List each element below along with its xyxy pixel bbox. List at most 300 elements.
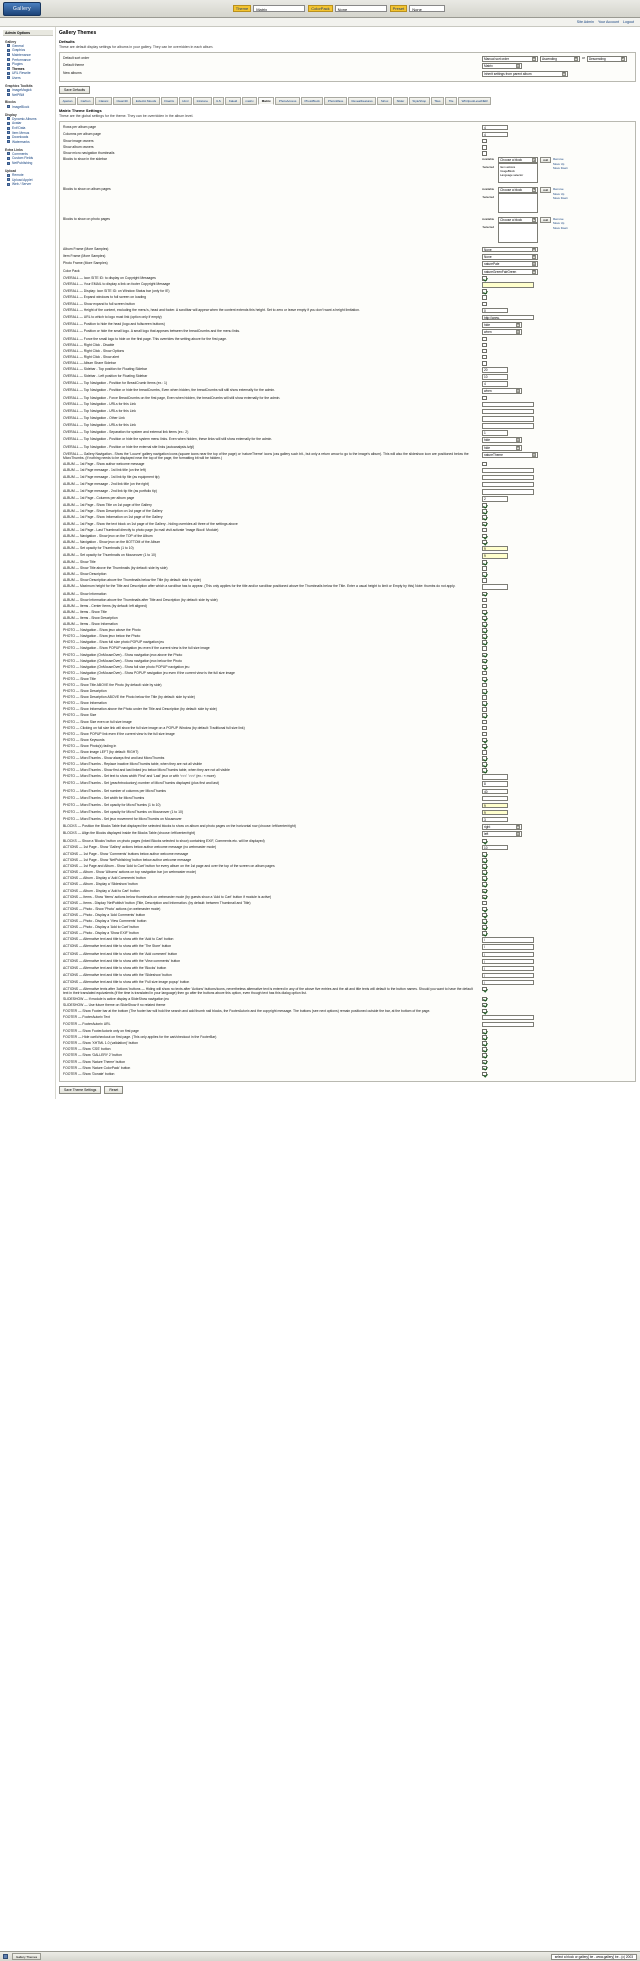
- block-action-remove[interactable]: Remove: [553, 216, 564, 221]
- option-59-row: [63, 665, 632, 670]
- option-39-row: [63, 540, 632, 545]
- block-group-widget: [482, 187, 632, 213]
- option-64-row: [63, 695, 632, 700]
- tab-ils[interactable]: ILS: [213, 97, 225, 105]
- option-12-row: [63, 355, 632, 360]
- option-113-input[interactable]: [482, 1015, 534, 1021]
- block-action-move-up[interactable]: Move Up: [553, 221, 565, 226]
- or-separator: or: [582, 56, 585, 60]
- option-97-control: [482, 907, 632, 912]
- option-48-control: [482, 598, 632, 603]
- tab-styleshop[interactable]: StyleShop: [409, 97, 430, 105]
- option-109-checkbox[interactable]: [482, 987, 487, 992]
- option-55-control: [482, 640, 632, 645]
- option-96-checkbox[interactable]: [482, 901, 487, 906]
- option-30-input[interactable]: [482, 482, 534, 488]
- option-80-label: PHOTO — MicroThumbs - Set width for MicroThumbs: [63, 795, 145, 800]
- option-19-input[interactable]: [482, 402, 534, 408]
- gallery-logo: Gallery: [3, 2, 41, 16]
- option-88-checkbox[interactable]: [482, 852, 487, 857]
- tab-photowave[interactable]: PhotoWave: [324, 97, 347, 105]
- option-75-control: [482, 762, 632, 767]
- option-54-checkbox[interactable]: [482, 634, 487, 639]
- option-41-input[interactable]: 9: [482, 553, 508, 559]
- colorpack-field[interactable]: [308, 5, 386, 12]
- option-36-checkbox[interactable]: [482, 522, 487, 527]
- block-selectors: [498, 217, 538, 243]
- option-61-checkbox[interactable]: [482, 677, 487, 682]
- option-26-select[interactable]: [482, 452, 538, 458]
- option-30-label: ALBUM — 1st Page message - 2nd link title (on the right): [63, 481, 150, 486]
- add-block-button[interactable]: Add: [540, 187, 551, 193]
- save-defaults-button[interactable]: Save Defaults: [59, 86, 90, 94]
- preset-1-select[interactable]: [482, 254, 538, 260]
- block-action-move-up[interactable]: Move Up: [553, 191, 565, 196]
- option-14-input[interactable]: 20: [482, 367, 508, 373]
- theme-field-value[interactable]: Matrix: [253, 5, 305, 12]
- option-108-input[interactable]: /: [482, 980, 534, 986]
- option-40-label: ALBUM — Set opacity for Thumbnails (1 to 10): [63, 545, 134, 550]
- sidebar-group-title: Display: [5, 112, 17, 117]
- option-34-checkbox[interactable]: [482, 509, 487, 514]
- option-77-control: [482, 774, 632, 780]
- option-15-control: [482, 374, 632, 380]
- block-actions: [553, 157, 568, 170]
- selected-blocks-listbox[interactable]: [498, 193, 538, 213]
- tab-eclectic-moods[interactable]: Eclectic Moods: [132, 97, 159, 105]
- option-8-select[interactable]: [482, 329, 522, 335]
- option-118-checkbox[interactable]: [482, 1047, 487, 1052]
- option-97-checkbox[interactable]: [482, 907, 487, 912]
- selected-label: Selected: [482, 224, 495, 229]
- option-83-input[interactable]: 3: [482, 817, 508, 823]
- option-43-checkbox[interactable]: [482, 566, 487, 571]
- option-84-control: [482, 824, 632, 830]
- option-55-checkbox[interactable]: [482, 640, 487, 645]
- option-51-label: ALBUM — Items - Show Description: [63, 615, 118, 620]
- option-23-input[interactable]: 1: [482, 430, 508, 436]
- default-sort-descending-select[interactable]: [587, 56, 627, 62]
- option-84-select[interactable]: [482, 824, 522, 830]
- option-49-checkbox[interactable]: [482, 604, 487, 609]
- option-23-control: [482, 430, 632, 436]
- preset-field[interactable]: [390, 5, 446, 12]
- option-19-control: [482, 402, 632, 408]
- tab-carbon[interactable]: Carbon: [77, 97, 94, 105]
- option-64-label: PHOTO — Show Description ABOVE the Photo below the Title (by default: side by side): [63, 695, 195, 700]
- option-100-row: [63, 925, 632, 930]
- option-75-checkbox[interactable]: [482, 762, 487, 767]
- option-101-checkbox[interactable]: [482, 931, 487, 936]
- option-78-label: PHOTO — MicroThumbs - Set (year/introductory) number of MicroThumbs displayed (plus first and last): [63, 781, 219, 786]
- option-61-control: [482, 677, 632, 682]
- sidebar-group-title: Gallery: [5, 39, 17, 44]
- option-99-label: ACTIONS — Photo - Display a 'View Comments' button: [63, 919, 147, 924]
- option-98-control: [482, 913, 632, 918]
- option-26-label: OVERALL — Gallery Navigation - Show the 'Louvre' gallery navigation icons (square icons near the top of the page) or 'natureTheme' icons (css gallery such bit., but only a return arrow to go to the image's album). This will also the slideshow icon are positioned below the MicroThumbs. (If nothing needs to be displayed near the top of the page, the formatting bit will be hidden.): [63, 452, 469, 461]
- option-33-control: [482, 503, 632, 508]
- option-94-label: ACTIONS — Album - Display a 'Add to Cart' button: [63, 888, 140, 893]
- tab-photoblock[interactable]: PhotoBlock: [301, 97, 323, 105]
- your-account-link[interactable]: Your Account: [597, 20, 619, 24]
- option-101-control: [482, 931, 632, 936]
- option-96-control: [482, 901, 632, 906]
- setting-1-input[interactable]: 4: [482, 132, 508, 138]
- save-theme-settings-button[interactable]: Save Theme Settings: [59, 1086, 101, 1094]
- option-0-checkbox[interactable]: [482, 276, 487, 281]
- option-11-checkbox[interactable]: [482, 349, 487, 354]
- account-menu-strip: [0, 18, 640, 27]
- setting-0-input[interactable]: 4: [482, 125, 508, 131]
- selected-blocks-listbox[interactable]: [498, 163, 538, 183]
- option-58-checkbox[interactable]: [482, 659, 487, 664]
- option-81-input[interactable]: 9: [482, 803, 508, 809]
- option-112-checkbox[interactable]: [482, 1009, 487, 1014]
- option-102-input[interactable]: /: [482, 937, 534, 943]
- option-67-checkbox[interactable]: [482, 713, 487, 718]
- option-4-checkbox[interactable]: [482, 302, 487, 307]
- option-62-checkbox[interactable]: [482, 683, 487, 688]
- taskbar-item-gallery-themes[interactable]: Gallery Themes: [12, 1953, 41, 1960]
- preset-0-select[interactable]: [482, 247, 538, 253]
- tab-tile[interactable]: Tile: [445, 97, 457, 105]
- option-29-input[interactable]: [482, 475, 534, 481]
- option-76-checkbox[interactable]: [482, 768, 487, 773]
- option-16-input[interactable]: 4: [482, 381, 508, 387]
- option-73-checkbox[interactable]: [482, 750, 487, 755]
- option-118-row: [63, 1047, 632, 1052]
- option-34-label: ALBUM — 1st Page - Show Description on 1st page of the Gallery: [63, 509, 163, 514]
- option-115-checkbox[interactable]: [482, 1029, 487, 1034]
- block-group-row: [63, 187, 632, 213]
- option-18-checkbox[interactable]: [482, 396, 487, 401]
- option-47-row: [63, 592, 632, 597]
- tab-matrix[interactable]: matrix: [242, 97, 257, 105]
- option-38-checkbox[interactable]: [482, 534, 487, 539]
- option-26-control: [482, 452, 632, 458]
- option-121-control: [482, 1066, 632, 1071]
- option-7-select[interactable]: [482, 322, 522, 328]
- option-86-checkbox[interactable]: [482, 839, 487, 844]
- sidebar-item-label: URL Rewrite: [12, 71, 31, 76]
- option-5-input[interactable]: 0: [482, 308, 508, 314]
- sidebar-group: [3, 39, 53, 80]
- option-121-checkbox[interactable]: [482, 1066, 487, 1071]
- option-65-checkbox[interactable]: [482, 701, 487, 706]
- option-70-control: [482, 732, 632, 737]
- option-102-control: [482, 937, 632, 943]
- option-31-input[interactable]: [482, 489, 534, 495]
- tab-ajaxian[interactable]: Ajaxian: [59, 97, 76, 105]
- option-92-checkbox[interactable]: [482, 876, 487, 881]
- option-16-label: OVERALL — Top Navigation - Position for BreadCrumb Items (ex.: 1): [63, 381, 168, 386]
- option-42-label: ALBUM — Show Title: [63, 560, 96, 565]
- option-74-checkbox[interactable]: [482, 756, 487, 761]
- option-56-checkbox[interactable]: [482, 646, 487, 651]
- sidebar-item-watermarks[interactable]: [3, 140, 53, 145]
- option-68-checkbox[interactable]: [482, 720, 487, 725]
- preset-2-select[interactable]: [482, 261, 538, 267]
- setting-4-checkbox[interactable]: [482, 151, 487, 156]
- option-35-checkbox[interactable]: [482, 515, 487, 520]
- bullet-icon: [7, 89, 10, 92]
- option-61-label: PHOTO — Show Title: [63, 676, 96, 681]
- option-72-checkbox[interactable]: [482, 744, 487, 749]
- option-71-checkbox[interactable]: [482, 738, 487, 743]
- setting-2-control: [482, 139, 632, 144]
- setting-3-checkbox[interactable]: [482, 145, 487, 150]
- option-116-checkbox[interactable]: [482, 1035, 487, 1040]
- sidebar-item-label: Dynamic Albums: [12, 116, 37, 121]
- option-64-checkbox[interactable]: [482, 695, 487, 700]
- sidebar-item-netpublishing[interactable]: [3, 161, 53, 166]
- setting-4-control: [482, 151, 632, 156]
- setting-2-checkbox[interactable]: [482, 139, 487, 144]
- option-48-checkbox[interactable]: [482, 598, 487, 603]
- option-33-checkbox[interactable]: [482, 503, 487, 508]
- option-110-checkbox[interactable]: [482, 997, 487, 1002]
- new-albums-value: Inherit settings from parent album: [484, 71, 532, 76]
- option-104-input[interactable]: /: [482, 952, 534, 958]
- theme-field[interactable]: [233, 5, 305, 12]
- status-url: select a block or gallery] be - www.gallery] be - (c) 2003: [551, 1954, 637, 1960]
- option-89-checkbox[interactable]: [482, 858, 487, 863]
- option-90-checkbox[interactable]: [482, 864, 487, 869]
- list-item[interactable]: Language selector: [500, 173, 524, 178]
- option-74-control: [482, 756, 632, 761]
- new-albums-select[interactable]: [482, 71, 568, 77]
- option-80-input[interactable]: [482, 796, 508, 802]
- option-27-label: ALBUM — 1st Page - Show author welcome message: [63, 461, 145, 466]
- option-110-row: [63, 997, 632, 1002]
- sidebar-item-web-server[interactable]: [3, 182, 53, 187]
- option-94-checkbox[interactable]: [482, 889, 487, 894]
- option-120-row: [63, 1060, 632, 1065]
- option-52-checkbox[interactable]: [482, 622, 487, 627]
- option-122-checkbox[interactable]: [482, 1072, 487, 1077]
- option-32-input[interactable]: 2: [482, 496, 508, 502]
- chevron-down-icon: ▾: [575, 57, 577, 61]
- tab-kaleid[interactable]: Kaleid: [225, 97, 241, 105]
- option-85-select[interactable]: [482, 831, 522, 837]
- option-93-checkbox[interactable]: [482, 882, 487, 887]
- default-sort-ascending-select[interactable]: [540, 56, 580, 62]
- block-group-label: Blocks to show on album pages: [63, 187, 111, 192]
- option-87-input[interactable]: 10: [482, 845, 508, 851]
- block-action-move-down[interactable]: Move Down: [553, 225, 568, 230]
- tab-slider[interactable]: Slider: [393, 97, 408, 105]
- option-99-checkbox[interactable]: [482, 919, 487, 924]
- sidebar-item-label: Plugins: [12, 62, 23, 67]
- theme-tab-strip: [59, 97, 636, 105]
- tab-photoaccess[interactable]: PhotoAccess: [275, 97, 300, 105]
- tab-whirlpoollevelner[interactable]: WhirlpoolLevelNER: [458, 97, 491, 105]
- option-70-checkbox[interactable]: [482, 732, 487, 737]
- add-block-button[interactable]: Add: [540, 157, 551, 163]
- option-77-input[interactable]: [482, 774, 508, 780]
- option-44-checkbox[interactable]: [482, 572, 487, 577]
- add-block-button[interactable]: Add: [540, 217, 551, 223]
- option-23-row: [63, 430, 632, 436]
- option-1-input[interactable]: [482, 282, 534, 288]
- sidebar-item-imageblock[interactable]: [3, 104, 53, 109]
- option-117-checkbox[interactable]: [482, 1041, 487, 1046]
- option-12-checkbox[interactable]: [482, 355, 487, 360]
- option-46-input[interactable]: [482, 584, 508, 590]
- option-100-checkbox[interactable]: [482, 925, 487, 930]
- tab-html[interactable]: Html: [179, 97, 192, 105]
- option-82-input[interactable]: 9: [482, 810, 508, 816]
- option-107-input[interactable]: /: [482, 973, 534, 979]
- option-103-input[interactable]: /: [482, 944, 534, 950]
- available-block-value: Choose a block: [500, 187, 523, 192]
- option-60-checkbox[interactable]: [482, 671, 487, 676]
- block-actions: [553, 187, 568, 200]
- theme-settings-heading: Matrix Theme Settings: [59, 107, 102, 113]
- list-item[interactable]: ImageBlock: [500, 169, 515, 174]
- option-19-label: OVERALL — Top Navigation - URLs for this Link: [63, 401, 136, 406]
- option-114-input[interactable]: [482, 1022, 534, 1028]
- sidebar-item-netpbm[interactable]: [3, 92, 53, 97]
- tab-matrix[interactable]: Matrix: [258, 97, 274, 105]
- option-62-control: [482, 683, 632, 688]
- option-98-checkbox[interactable]: [482, 913, 487, 918]
- option-95-checkbox[interactable]: [482, 895, 487, 900]
- option-95-label: ACTIONS — Items - Show 'Items' actions below thumbnails on webmaster mode (by guests show a 'Add to Cart' button if module is active): [63, 894, 272, 899]
- option-25-control: [482, 445, 632, 451]
- option-8-label: OVERALL — Position or hide the small logo. A small logo that appears between the breadCrumbs and the menu links.: [63, 329, 241, 334]
- option-117-label: FOOTER — Show 'XHTML 1.0 (validation)' button: [63, 1041, 139, 1046]
- option-17-row: [63, 388, 632, 394]
- option-87-row: [63, 845, 632, 851]
- option-40-input[interactable]: 9: [482, 546, 508, 552]
- option-21-input[interactable]: [482, 416, 534, 422]
- option-73-control: [482, 750, 632, 755]
- option-121-row: [63, 1066, 632, 1071]
- option-39-checkbox[interactable]: [482, 540, 487, 545]
- option-0-label: OVERALL — Icon SITE ID: to display on Copyright Messages: [63, 276, 156, 281]
- sidebar-item-label: Downloads: [12, 135, 29, 140]
- block-action-move-down[interactable]: Move Down: [553, 166, 568, 171]
- default-sort-row: [63, 56, 632, 62]
- preset-3-select[interactable]: [482, 269, 538, 275]
- option-120-checkbox[interactable]: [482, 1060, 487, 1065]
- option-53-checkbox[interactable]: [482, 628, 487, 633]
- option-69-label: PHOTO — Clicking on full size link will show the full size image on a POPUP Window (by default: Traditional full size link): [63, 725, 245, 730]
- chevron-down-icon: ▾: [517, 389, 519, 393]
- option-10-checkbox[interactable]: [482, 343, 487, 348]
- selected-blocks-listbox[interactable]: [498, 223, 538, 243]
- option-69-checkbox[interactable]: [482, 726, 487, 731]
- option-17-select[interactable]: [482, 388, 522, 394]
- option-17-value: when: [484, 389, 492, 394]
- sidebar-group: [3, 100, 53, 109]
- option-13-checkbox[interactable]: [482, 361, 487, 366]
- colorpack-field-value[interactable]: None: [335, 5, 387, 12]
- option-2-checkbox[interactable]: [482, 289, 487, 294]
- option-4-control: [482, 302, 632, 307]
- tab-classic[interactable]: Classic: [95, 97, 112, 105]
- option-8-value: when: [484, 330, 492, 335]
- tab-inkstone[interactable]: Inkstone: [193, 97, 212, 105]
- option-45-checkbox[interactable]: [482, 578, 487, 583]
- tab-floatrix[interactable]: Floatrix: [161, 97, 178, 105]
- option-103-label: ACTIONS — Alternative text and title to show with the 'The Store' button: [63, 944, 172, 949]
- option-15-input[interactable]: 10: [482, 374, 508, 380]
- option-20-input[interactable]: [482, 409, 534, 415]
- option-27-checkbox[interactable]: [482, 462, 487, 467]
- list-item[interactable]: Item actions: [500, 165, 516, 170]
- tab-clean30[interactable]: Clean30: [113, 97, 131, 105]
- option-106-input[interactable]: /: [482, 966, 534, 972]
- logout-link[interactable]: Logout: [623, 20, 634, 24]
- option-90-row: [63, 864, 632, 869]
- option-50-checkbox[interactable]: [482, 610, 487, 615]
- option-105-input[interactable]: /: [482, 959, 534, 965]
- option-42-checkbox[interactable]: [482, 560, 487, 565]
- reset-button[interactable]: Reset: [104, 1086, 123, 1094]
- option-3-checkbox[interactable]: [482, 295, 487, 300]
- option-59-checkbox[interactable]: [482, 665, 487, 670]
- option-100-label: ACTIONS — Photo - Display a 'Add to Cart' button: [63, 925, 139, 930]
- option-20-row: [63, 409, 632, 415]
- option-56-row: [63, 646, 632, 651]
- option-51-checkbox[interactable]: [482, 616, 487, 621]
- chevron-down-icon: ▾: [533, 453, 535, 457]
- option-37-checkbox[interactable]: [482, 528, 487, 533]
- block-action-remove[interactable]: Remove: [553, 157, 564, 162]
- sidebar-item-users[interactable]: [3, 76, 53, 81]
- block-action-move-up[interactable]: Move Up: [553, 161, 565, 166]
- option-109-label: ACTIONS — Alternative texts after 'Actions' buttons — Hiding will show no texts after 'Actions' buttons/icons, nevertheless alternative text is entered in any of the above five entries and the alt and title texts will default to the button names. Should you want to have the default text in their translated equivalents (if the time is translated in your language) then go after the buttons above this option, even though text has this dialog option list.: [63, 986, 473, 995]
- option-63-label: PHOTO — Show Description: [63, 689, 107, 694]
- option-122-control: [482, 1072, 632, 1077]
- option-57-checkbox[interactable]: [482, 653, 487, 658]
- tab-siriux[interactable]: Siriux: [377, 97, 392, 105]
- option-79-input[interactable]: 40: [482, 789, 508, 795]
- option-63-checkbox[interactable]: [482, 689, 487, 694]
- default-theme-select[interactable]: [482, 63, 522, 69]
- option-28-input[interactable]: [482, 468, 534, 474]
- tab-tiles[interactable]: Tiles: [431, 97, 444, 105]
- block-action-remove[interactable]: Remove: [553, 187, 564, 192]
- option-9-checkbox[interactable]: [482, 337, 487, 342]
- option-22-input[interactable]: [482, 423, 534, 429]
- option-47-checkbox[interactable]: [482, 592, 487, 597]
- option-25-select[interactable]: [482, 445, 522, 451]
- option-37-control: [482, 528, 632, 533]
- default-theme-label: Default theme: [63, 63, 85, 68]
- option-35-label: ALBUM — 1st Page - Show Information on 1st page of the Gallery: [63, 515, 163, 520]
- option-6-input[interactable]: http://www.: [482, 315, 534, 321]
- option-111-checkbox[interactable]: [482, 1003, 487, 1008]
- preset-field-value[interactable]: None: [409, 5, 445, 12]
- option-91-checkbox[interactable]: [482, 870, 487, 875]
- default-sort-order-select[interactable]: [482, 56, 538, 62]
- option-119-checkbox[interactable]: [482, 1053, 487, 1058]
- tab-revealfeatures[interactable]: RevealFeatures: [348, 97, 376, 105]
- start-icon[interactable]: [3, 1954, 8, 1959]
- option-4-label: OVERALL — Show expand to full screen button: [63, 301, 135, 306]
- option-66-checkbox[interactable]: [482, 707, 487, 712]
- option-24-select[interactable]: [482, 437, 522, 443]
- option-24-label: OVERALL — Top Navigation - Position or hide the system menu links. Even when hidden, these links will still show externally for the admin.: [63, 437, 273, 442]
- site-admin-link[interactable]: Site Admin: [576, 20, 594, 24]
- option-78-input[interactable]: 8: [482, 781, 508, 787]
- option-122-label: FOOTER — Show 'Donate' button: [63, 1071, 115, 1076]
- option-111-row: [63, 1003, 632, 1008]
- block-action-move-down[interactable]: Move Down: [553, 196, 568, 201]
